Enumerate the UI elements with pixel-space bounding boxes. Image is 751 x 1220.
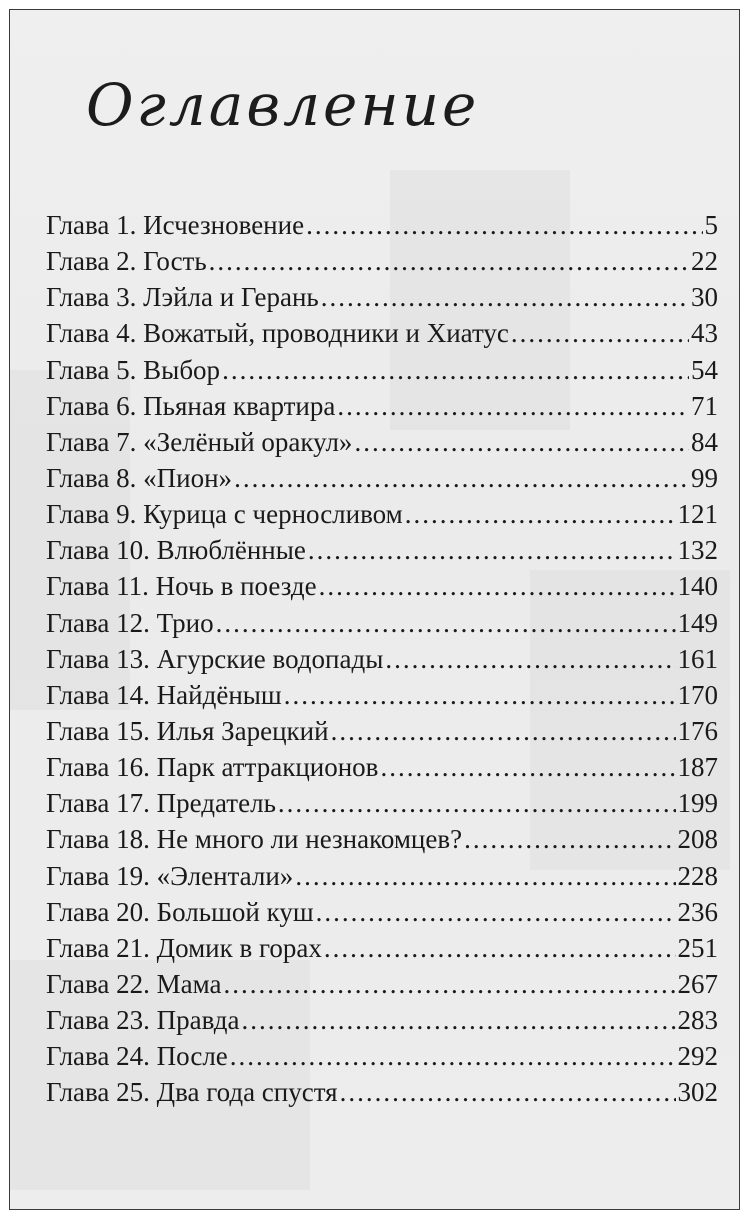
toc-leader-dots xyxy=(319,568,676,604)
toc-entry-page-number: 22 xyxy=(691,246,718,277)
toc-leader-dots xyxy=(224,966,676,1002)
toc-entry-title: Глава 16. Парк аттракционов xyxy=(46,752,379,783)
toc-entry-title: Глава 19. «Элентали» xyxy=(46,860,294,891)
toc-entry xyxy=(46,713,718,749)
toc-entry-title: Глава 11. Ночь в поезде xyxy=(46,571,317,602)
toc-entry-page-number: 302 xyxy=(677,1077,718,1108)
toc-entry-title: Глава 17. Предатель xyxy=(46,788,276,819)
toc-leader-dots xyxy=(464,821,675,857)
toc-entry-page-number: 99 xyxy=(691,462,718,493)
toc-entry xyxy=(46,894,718,930)
toc-entry-title: Глава 22. Мама xyxy=(46,968,222,999)
toc-leader-dots xyxy=(385,641,675,677)
toc-entry-title: Глава 6. Пьяная квартира xyxy=(46,390,336,421)
toc-entry xyxy=(46,207,718,243)
toc-entry-page-number: 236 xyxy=(677,896,718,927)
toc-entry-title: Глава 18. Не много ли незнакомцев? xyxy=(46,824,463,855)
toc-entry-title: Глава 4. Вожатый, проводники и Хиатус xyxy=(46,318,509,349)
toc-entry-page-number: 267 xyxy=(677,968,718,999)
toc-entry-title: Глава 8. «Пион» xyxy=(46,462,233,493)
toc-leader-dots xyxy=(216,605,676,641)
toc-entry-page-number: 283 xyxy=(677,1005,718,1036)
toc-leader-dots xyxy=(354,424,689,460)
toc-leader-dots xyxy=(316,894,676,930)
toc-leader-dots xyxy=(222,352,689,388)
toc-entry-page-number: 208 xyxy=(677,824,718,855)
toc-entry xyxy=(46,460,718,496)
toc-entry xyxy=(46,966,718,1002)
toc-leader-dots xyxy=(511,315,689,351)
toc-leader-dots xyxy=(284,677,676,713)
toc-entry-page-number: 149 xyxy=(677,607,718,638)
toc-entry xyxy=(46,352,718,388)
toc-entry xyxy=(46,858,718,894)
toc-entry-title: Глава 15. Илья Зарецкий xyxy=(46,715,329,746)
toc-entry xyxy=(46,930,718,966)
toc-entry xyxy=(46,749,718,785)
toc-entry-page-number: 121 xyxy=(677,499,718,530)
toc-entry-title: Глава 2. Гость xyxy=(46,246,207,277)
toc-entry-page-number: 132 xyxy=(677,535,718,566)
toc-leader-dots xyxy=(324,930,676,966)
toc-entry xyxy=(46,1038,718,1074)
toc-entry xyxy=(46,532,718,568)
toc-entry xyxy=(46,424,718,460)
toc-entry-title: Глава 10. Влюблённые xyxy=(46,535,306,566)
toc-entry-page-number: 54 xyxy=(691,354,718,385)
toc-entry xyxy=(46,605,718,641)
toc-entry-title: Глава 9. Курица с черносливом xyxy=(46,499,403,530)
toc-leader-dots xyxy=(230,1038,676,1074)
toc-leader-dots xyxy=(295,858,675,894)
toc-entry-page-number: 84 xyxy=(691,426,718,457)
toc-entry-title: Глава 12. Трио xyxy=(46,607,214,638)
toc-entry-page-number: 5 xyxy=(704,210,718,240)
toc-entry-page-number: 228 xyxy=(677,860,718,891)
toc-leader-dots xyxy=(308,532,676,568)
toc-entry xyxy=(46,677,718,713)
toc-entry-title: Глава 1. Исчезновение xyxy=(46,210,305,240)
toc-leader-dots xyxy=(234,460,689,496)
toc-leader-dots xyxy=(340,1074,676,1110)
toc-leader-dots xyxy=(209,243,689,279)
toc-entry xyxy=(46,496,718,532)
toc-entry-page-number: 161 xyxy=(677,643,718,674)
toc-entry-page-number: 30 xyxy=(691,282,718,313)
toc-entry xyxy=(46,315,718,351)
toc-entry xyxy=(46,785,718,821)
toc-entry-page-number: 170 xyxy=(677,679,718,710)
toc-entry-title: Глава 25. Два года спустя xyxy=(46,1077,338,1108)
toc-entry xyxy=(46,388,718,424)
toc-entry-page-number: 292 xyxy=(677,1041,718,1072)
toc-entry-title: Глава 7. «Зелёный оракул» xyxy=(46,426,353,457)
toc-entry-title: Глава 24. После xyxy=(46,1041,228,1072)
toc-entry-title: Глава 5. Выбор xyxy=(46,354,221,385)
toc-entry xyxy=(46,1074,718,1110)
toc-entry-page-number: 140 xyxy=(677,571,718,602)
toc-entry-page-number: 187 xyxy=(677,752,718,783)
book-page xyxy=(9,9,740,1210)
toc-entry-page-number: 251 xyxy=(677,932,718,963)
table-of-contents xyxy=(46,207,718,1111)
toc-entry xyxy=(46,821,718,857)
toc-entry-title: Глава 20. Большой куш xyxy=(46,896,314,927)
toc-entry-title: Глава 23. Правда xyxy=(46,1005,240,1036)
toc-entry xyxy=(46,279,718,315)
page-title: Оглавление xyxy=(86,71,480,139)
toc-leader-dots xyxy=(306,207,702,243)
toc-entry xyxy=(46,568,718,604)
toc-leader-dots xyxy=(337,388,689,424)
toc-leader-dots xyxy=(241,1002,675,1038)
toc-entry xyxy=(46,243,718,279)
toc-leader-dots xyxy=(321,279,689,315)
toc-entry-title: Глава 3. Лэйла и Герань xyxy=(46,282,319,313)
toc-leader-dots xyxy=(380,749,675,785)
toc-entry-title: Глава 14. Найдёныш xyxy=(46,679,282,710)
toc-entry-page-number: 71 xyxy=(691,390,718,421)
toc-entry-title: Глава 13. Агурские водопады xyxy=(46,643,384,674)
toc-leader-dots xyxy=(278,785,676,821)
toc-entry-page-number: 199 xyxy=(677,788,718,819)
toc-leader-dots xyxy=(405,496,676,532)
toc-leader-dots xyxy=(331,713,676,749)
toc-entry xyxy=(46,1002,718,1038)
toc-entry-title: Глава 21. Домик в горах xyxy=(46,932,322,963)
toc-entry-page-number: 43 xyxy=(691,318,718,349)
toc-entry xyxy=(46,641,718,677)
toc-entry-page-number: 176 xyxy=(677,715,718,746)
